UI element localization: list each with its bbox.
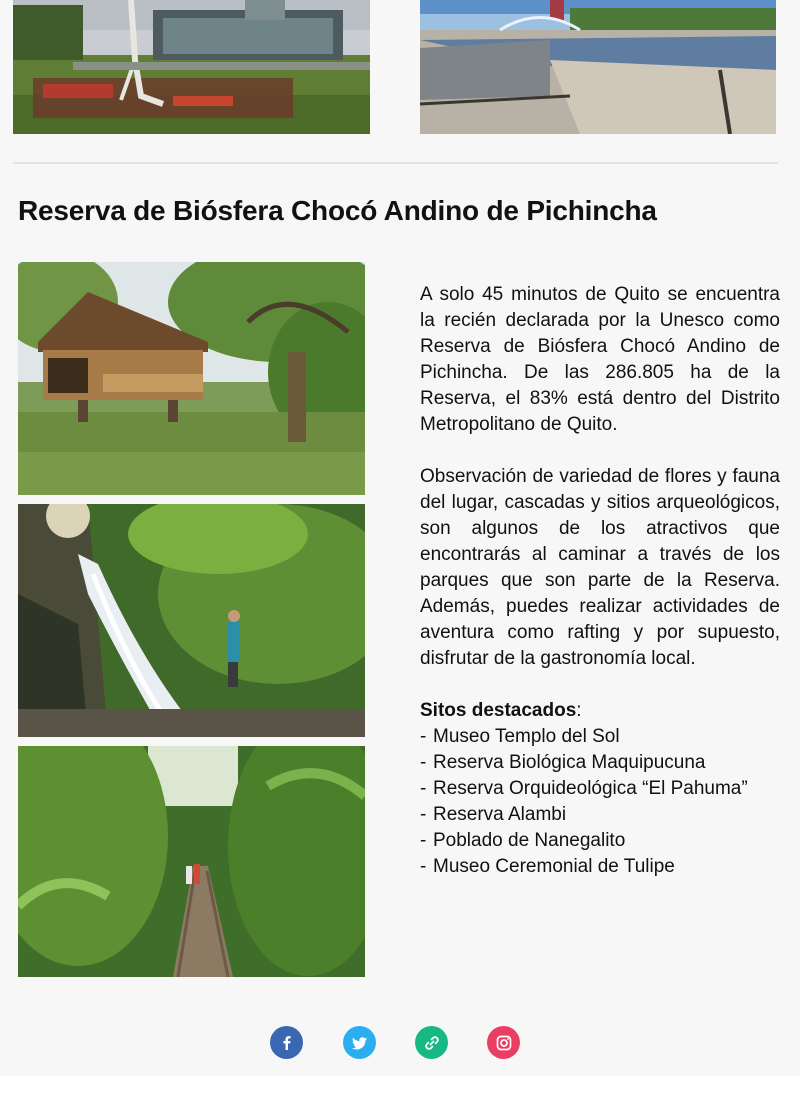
section-divider	[13, 162, 778, 164]
list-item: - Reserva Orquideológica “El Pahuma”	[420, 776, 780, 802]
twitter-button[interactable]	[343, 1026, 376, 1059]
twitter-icon	[350, 1033, 370, 1053]
facebook-icon	[277, 1033, 297, 1053]
intro-paragraph: A solo 45 minutos de Quito se encuentra la recién declarada por la Unesco como Reserva de Biósfera Chocó Andino de Pichincha. De las 286.805 ha de la Reserva, el 83% está dentro del Distrito Metropolitano de Quito.	[420, 284, 780, 435]
list-item: - Poblado de Nanegalito	[420, 828, 780, 854]
building-photo	[13, 0, 370, 134]
list-item: - Reserva Alambi	[420, 802, 780, 828]
activities-paragraph: Observación de variedad de flores y fauna del lugar, cascadas y sitios arqueológicos, son algunos de los atractivos que encontrarás al caminar a través de los parques que son parte de la Reserva. Además, puedes realizar actividades de aventura como rafting y por supuesto, disfrutar de la gastronomía local.	[420, 466, 780, 669]
list-item: - Reserva Biológica Maquipucuna	[420, 750, 780, 776]
list-item: - Museo Ceremonial de Tulipe	[420, 854, 780, 880]
waterfall-photo	[18, 504, 365, 737]
sites-heading	[420, 698, 780, 724]
instagram-button[interactable]	[487, 1026, 520, 1059]
sites-heading-label: Sitos destacados	[420, 700, 577, 721]
instagram-icon	[494, 1033, 514, 1053]
sites-list	[420, 724, 780, 880]
fountain-photo	[420, 0, 776, 134]
list-item: - Museo Templo del Sol	[420, 724, 780, 750]
sites-heading-colon: :	[576, 700, 582, 721]
bamboo-cabin-photo	[18, 262, 365, 495]
link-icon	[422, 1033, 442, 1053]
article-body	[420, 282, 780, 880]
jungle-trail-photo	[18, 746, 365, 977]
page-title: Reserva de Biósfera Chocó Andino de Pichincha	[18, 195, 657, 226]
facebook-button[interactable]	[270, 1026, 303, 1059]
link-button[interactable]	[415, 1026, 448, 1059]
